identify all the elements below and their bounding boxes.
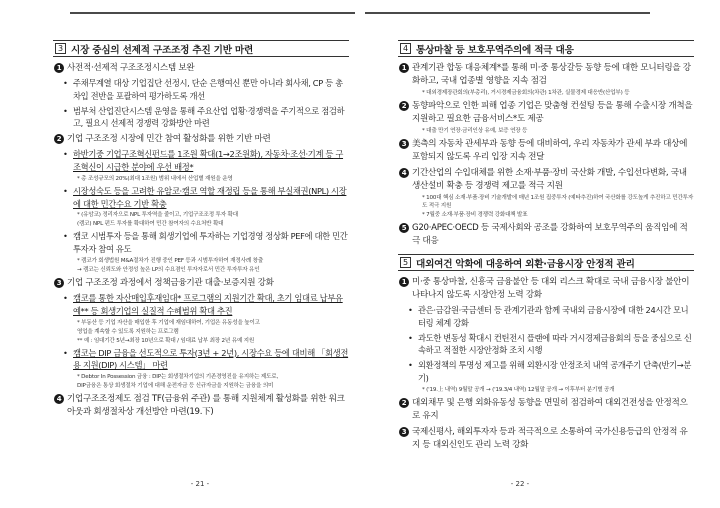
sub-item: • 외환정책의 투명성 제고를 위해 외환시장 안정조치 내역 공개주기 단축(반기→분기)	[408, 360, 692, 383]
item-text: 기업 구조조정 과정에서 정책금융기관 대출·보증지원 강화	[67, 277, 274, 288]
list-item	[398, 100, 694, 126]
sub-text: 캠코 시범투자 등을 통해 회생기업에 투자하는 기업경영 정상화 PEF에 대한 민간투자자 참여 유도	[73, 231, 348, 255]
list-item	[398, 397, 694, 423]
number-marker: 3	[399, 427, 409, 437]
item-text: 미·중 통상마찰, 신흥국 금융불안 등 대외 리스크 확대로 국내 금융시장 불안이 나타나지 않도록 시장안정 노력 강화	[412, 277, 690, 300]
number-marker: 4	[54, 394, 64, 404]
footnote: * (유암코) 정리자으로 NPL 투자역을 줄이고, 기업구조조정 투자 확대	[77, 212, 238, 219]
sub-text: 하반기중 기업구조혁신펀드를 1조원 확대(1→2조원화), 자동차·조선·기계 등 구조혁신이 시급한 분야에 우선 배정*	[73, 149, 344, 172]
sub-item: • 캠코를 통한 자산매입후재임대* 프로그램의 지원기간 확대, 초기 임대료 납부유예** 등 회생기업의 실질적 수혜범위 확대 추진	[63, 292, 343, 316]
right-content	[398, 40, 694, 452]
left-content	[53, 40, 349, 419]
sub-text: 캠코는 DIP 금융을 선도적으로 투자(3년 + 2년), 시장수요 등에 대비해 「회생전용 지원(DIP) 시스템」 마련	[73, 347, 349, 371]
list-item	[53, 277, 349, 290]
sub-item: • 주채무계열 대상 기업집단 선정시, 단순 은행여신 뿐만 아니라 회사채, CP 등 총차입 전반을 포괄하여 평가하도록 개선	[63, 78, 343, 101]
item-text: 기업 구조조정 시장에 민간 참여 활성화를 위한 기반 마련	[67, 134, 271, 145]
footnote: ** 예 : 임대기간 5년→최장 10년으로 확대 / 임대료 납부 최장 2년 유예 지원	[77, 337, 255, 344]
number-marker: 2	[399, 398, 409, 408]
number-marker: 1	[399, 277, 409, 287]
number-marker: 5	[399, 223, 409, 233]
item-text: 기업구조조정제도 점검 TF(금융위 주관) 를 통해 지원체계 활성화를 위한 워크아웃과 회생절차상 개선방안 마련(19.下)	[67, 394, 345, 418]
footnote: * 100대 핵심 소재·부품·장비 기술개발에 매년 1조원 집중투자 (예타추진)하여 국산화를 강도높게 추진하고 민간투자도 적극 지원	[422, 195, 694, 209]
footnote: * 대외경제장관회의(부총리), 거시경제금융회의(차관) 1차관, 실물경제 대응반(산업부) 등	[422, 90, 630, 96]
number-marker: 3	[54, 278, 64, 288]
item-text: 美측의 자동차 관세부과 동향 등에 대비하여, 우리 자동차가 관세 부과 대상에 포함되지 않도록 우리 입장 지속 전달	[412, 139, 688, 162]
right-page	[360, 0, 720, 508]
section-header-3	[53, 40, 349, 57]
footnote: * 7월중 소재·부품·장비 경쟁력 강화대책 발표	[422, 212, 528, 218]
top-rule	[70, 12, 355, 14]
sub-text: 과도한 변동성 확대시 컨틴전시 플랜에 따라 거시경제금융회의 등을 중심으로 신속하고 적절한 시장안정화 조치 시행	[418, 332, 692, 356]
number-marker: 1	[54, 63, 64, 73]
section-header-4	[398, 40, 694, 57]
list-item	[398, 167, 694, 193]
list-item	[398, 138, 694, 164]
number-marker: 4	[399, 168, 409, 178]
page-number: - 21 -	[190, 480, 210, 488]
top-rule	[365, 12, 650, 14]
section-title: 통상마찰 등 보호무역주의에 적극 대응	[416, 44, 574, 56]
sub-item: • 캠코는 DIP 금융을 선도적으로 투자(3년 + 2년), 시장수요 등에 대비해 「회생전용 지원(DIP) 시스템」 마련	[63, 347, 349, 371]
footnote: (캠코) NPL 펀드 투자를 확대하여 민간 참여자의 수요처반 확대	[77, 221, 224, 228]
section-number: 5	[400, 257, 411, 268]
page-number: - 22 -	[510, 480, 530, 488]
sub-text: 시장성숙도 등을 고려한 유암코·캠코 역할 재정립 등을 통해 부실채권(NPL) 시장에 대한 민간수요 기반 확충	[73, 185, 347, 209]
number-marker: 3	[399, 139, 409, 149]
footnote: * 대출 만기 연장·금리인상 유예, 보증 연장 등	[422, 128, 528, 134]
sub-item: • 범부처 산업진단시스템 운영을 통해 주요산업 업황·경쟁력을 주기적으로 점검하고, 필요시 선제적 경쟁력 강화방안 마련	[63, 105, 345, 129]
section-header-5	[398, 254, 694, 271]
item-text: 기간산업의 수입대체를 위한 소재·부품·장비 국산화 개발, 수입선다변화, 국내 생산설비 확충 등 경쟁력 제고를 적극 지원	[412, 168, 687, 191]
sub-text: 캠코를 통한 자산매입후재임대* 프로그램의 지원기간 확대, 초기 임대료 납부유예** 등 회생기업의 실질적 수혜범위 확대 추진	[73, 292, 343, 316]
sub-item: • 하반기중 기업구조혁신펀드를 1조원 확대(1→2조원화), 자동차·조선·기계 등 구조혁신이 시급한 분야에 우선 배정*	[63, 149, 344, 172]
list-item	[398, 276, 694, 302]
section-title: 시장 중심의 선제적 구조조정 추진 기반 마련	[71, 44, 254, 56]
list-item	[53, 133, 349, 146]
footnote: DIP금융은 통상 회생절차 기업에 대해 운전자금 등 신규자금을 지원하는 금융을 의미	[77, 383, 274, 390]
item-text: 사전적·선제적 구조조정시스템 보완	[67, 63, 195, 73]
number-marker: 2	[54, 134, 64, 144]
number-marker: 2	[399, 101, 409, 111]
item-text: 관계기관 합동 대응체계*를 통해 미·중 통상갈등 동향 등에 대한 모니터링을 강화하고, 국내 업종별 영향을 지속 점검	[412, 63, 691, 86]
sub-text: 관은·금감원·국금센터 등 관계기관과 함께 국내외 금융시장에 대한 24시간 모니터링 체계 강화	[418, 305, 689, 328]
item-text: G20·APEC·OECD 등 국제사회와 공조를 강화하여 보호무역주의 움직임에 적극 대응	[412, 223, 688, 246]
sub-item: • 캠코 시범투자 등을 통해 회생기업에 투자하는 기업경영 정상화 PEF에 대한 민간투자자 참여 유도	[63, 231, 348, 255]
sub-item: • 관은·금감원·국금센터 등 관계기관과 함께 국내외 금융시장에 대한 24시간 모니터링 체계 강화	[408, 305, 689, 328]
footnote: * 총 조성규모의 20%(최대 1조원) 범위 내에서 산업별 재원을 운영	[77, 175, 233, 182]
number-marker: 1	[399, 63, 409, 73]
sub-text: 외환정책의 투명성 제고를 위해 외환시장 안정조치 내역 공개주기 단축(반기→분기)	[418, 360, 692, 383]
sub-item: • 시장성숙도 등을 고려한 유암코·캠코 역할 재정립 등을 통해 부실채권(NPL) 시장에 대한 민간수요 기반 확충	[63, 185, 347, 209]
list-item	[398, 222, 694, 248]
list-item	[398, 426, 694, 452]
item-text: 국제신평사, 해외투자자 등과 적극적으로 소통하여 국가신용등급의 안정적 유지 등 대외신인도 관리 노력 강화	[412, 426, 688, 450]
item-text: 대외채무 및 은행 외화유동성 동향을 면밀히 점검하여 대외건전성을 안정적으로 유지	[412, 397, 688, 421]
footnote: * ('19.上 내역) 9월말 공개 → ('19.3/4 내역) 12월말 공개 → 이후부터 분기별 공개	[422, 386, 615, 393]
footnote: * 부동산 등 기업 자산을 매입한 후 기업에 재임대하여, 기업은 유동성을 높이고	[77, 319, 260, 326]
footnote: 영업을 계속할 수 있도록 지원하는 프로그램	[77, 328, 179, 335]
footnote: * 캠코가 회생법원 M&A절차가 진행 중인 PEF 등과 시범투자하여 재정사례 창출	[77, 257, 264, 264]
sub-item: • 과도한 변동성 확대시 컨틴전시 플랜에 따라 거시경제금융회의 등을 중심으로 신속하고 적절한 시장안정화 조치 시행	[408, 332, 692, 356]
footnote: * Debtor In Possession 금융 : DIP는 회생절차기업의 기존경영진을 유지하는 제도로,	[77, 374, 279, 381]
list-item	[398, 62, 694, 88]
item-text: 동향파악으로 인한 피해 업종 기업은 맞춤형 컨설팅 등을 통해 수출시장 개척을 지원하고 필요한 금융서비스*도 제공	[412, 101, 693, 124]
section-number: 3	[55, 43, 66, 54]
sub-text: 범부처 산업진단시스템 운영을 통해 주요산업 업황·경쟁력을 주기적으로 점검하고, 필요시 선제적 경쟁력 강화방안 마련	[73, 105, 345, 129]
section-number: 4	[400, 43, 411, 54]
sub-text: 주채무계열 대상 기업집단 선정시, 단순 은행여신 뿐만 아니라 회사채, CP 등 총차입 전반을 포괄하여 평가하도록 개선	[73, 78, 343, 101]
footnote: → 캠코는 신뢰도와 안정성 높은 LP의 수요겸인 투자자로서 민간 투자투자 유인	[77, 266, 260, 273]
section-title: 대외여건 악화에 대응하여 외환·금융시장 안정적 관리	[416, 258, 635, 270]
list-item	[53, 393, 349, 419]
list-item	[53, 62, 349, 75]
